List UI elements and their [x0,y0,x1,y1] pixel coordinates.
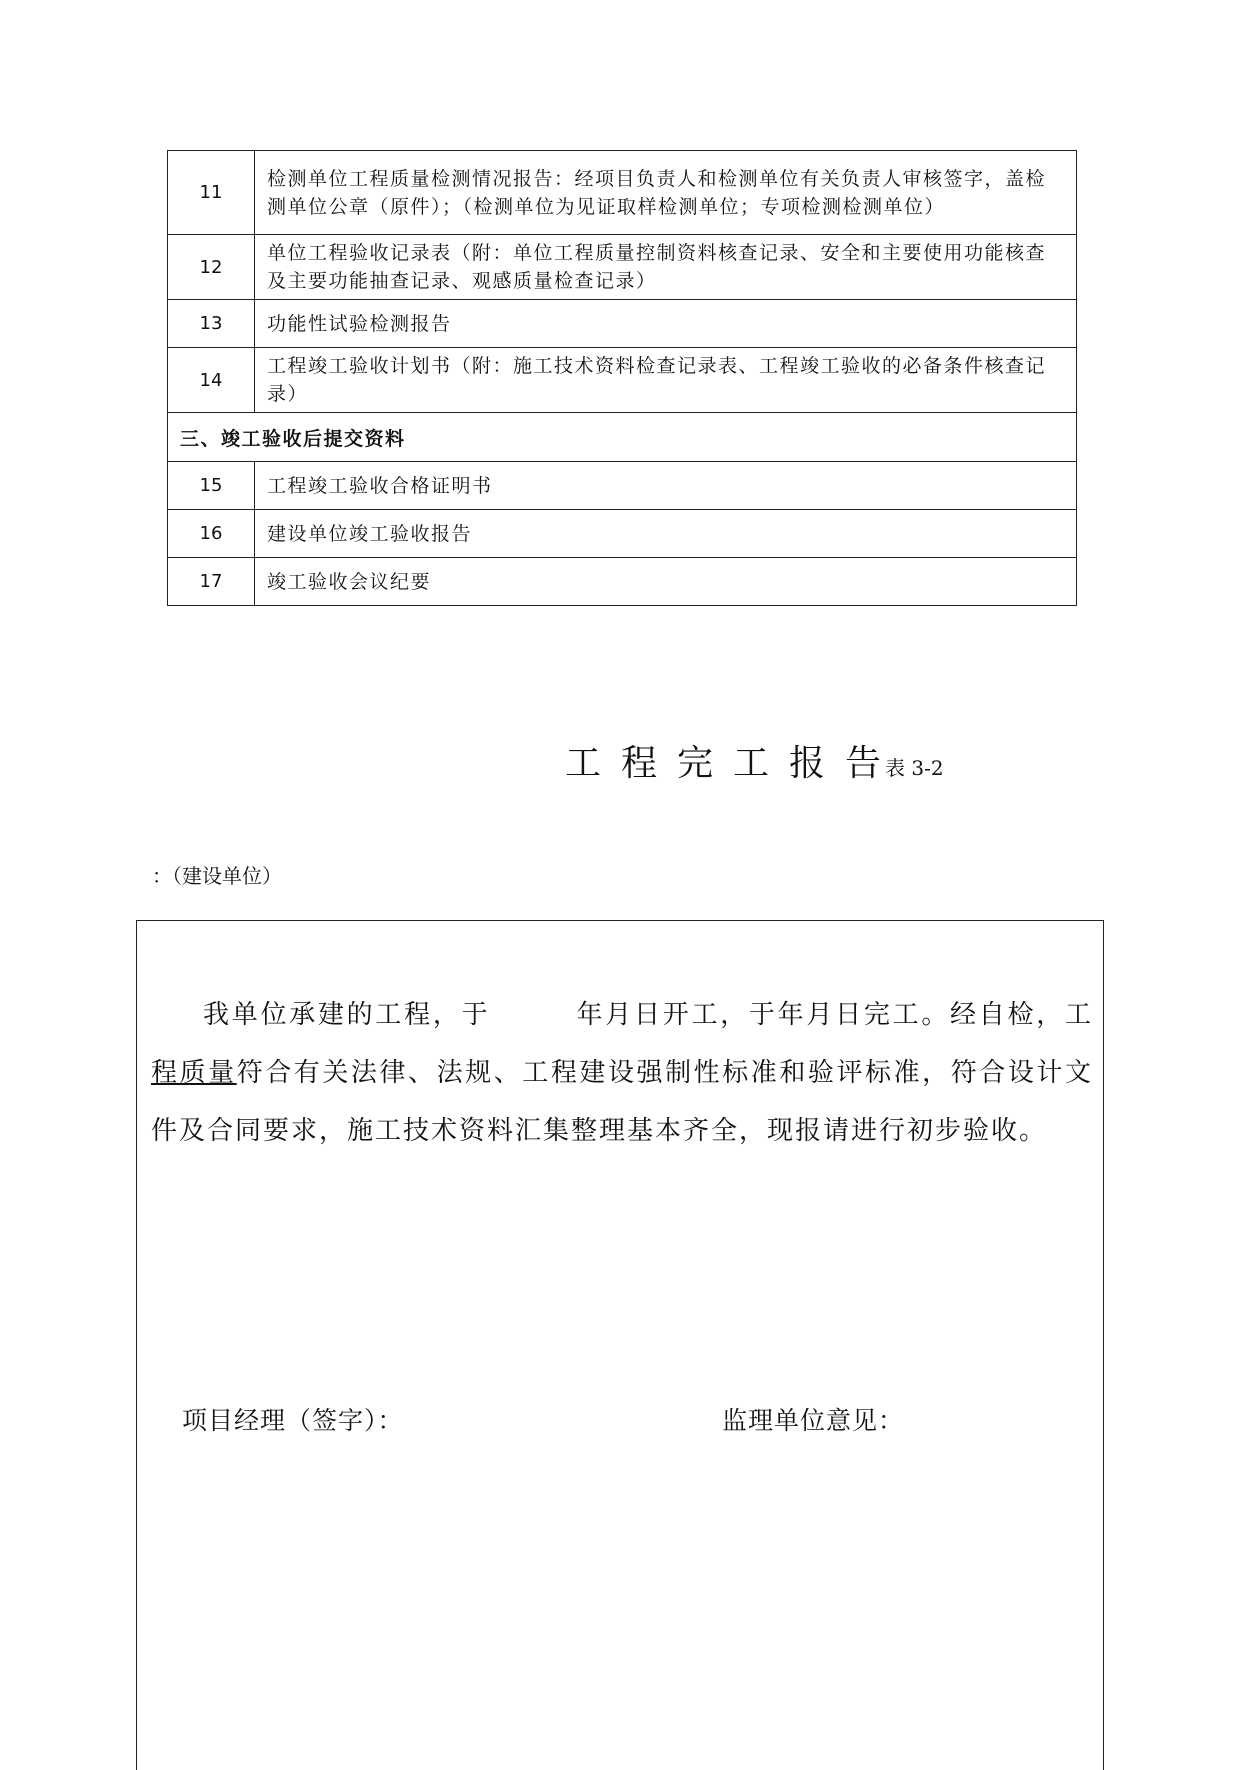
row-number: 17 [168,558,255,606]
report-body-part2: 符合有关法律、法规、工程建设强制性标准和验评标准，符合设计文件及合同要求，施工技术资料汇集整理基本齐全，现报请进行初步验收。 [151,1058,1093,1146]
report-body-text [151,986,1093,1160]
table-row [168,235,1077,300]
row-number: 14 [168,348,255,413]
row-description: 检测单位工程质量检测情况报告：经项目负责人和检测单位有关负责人审核签字，盖检测单位公章（原件）；（检测单位为见证取样检测单位；专项检测检测单位） [255,151,1077,235]
row-description: 工程竣工验收合格证明书 [255,462,1077,510]
table-row [168,462,1077,510]
report-body-part1: 我单位承建的工程，于 年月日开工，于年月日完工。经自检，工 [203,1000,1093,1030]
row-description: 工程竣工验收计划书（附：施工技术资料检查记录表、工程竣工验收的必备条件核查记录） [255,348,1077,413]
table-row [168,300,1077,348]
row-number: 16 [168,510,255,558]
table-number-tag: 表 3-2 [885,756,944,780]
row-description: 建设单位竣工验收报告 [255,510,1077,558]
table-row [168,348,1077,413]
row-description: 单位工程验收记录表（附：单位工程质量控制资料核查记录、安全和主要使用功能核查及主要功能抽查记录、观感质量检查记录） [255,235,1077,300]
row-number: 12 [168,235,255,300]
row-description: 竣工验收会议纪要 [255,558,1077,606]
section-header-row [168,413,1077,462]
addressee-line: ：（建设单位） [152,864,282,888]
table-row [168,510,1077,558]
report-title [565,735,944,786]
row-number: 11 [168,151,255,235]
section-header: 三、竣工验收后提交资料 [168,413,1077,462]
row-number: 15 [168,462,255,510]
table-row [168,558,1077,606]
report-body-underlined: 程质量 [151,1058,237,1088]
supervisor-opinion-label: 监理单位意见： [722,1406,905,1435]
document-list-table [167,150,1077,606]
table-row [168,151,1077,235]
project-manager-signature-label: 项目经理（签字）： [182,1406,404,1435]
report-form-box [136,920,1104,1770]
row-number: 13 [168,300,255,348]
report-title-text: 工程完工报告 [565,743,902,784]
row-description: 功能性试验检测报告 [255,300,1077,348]
